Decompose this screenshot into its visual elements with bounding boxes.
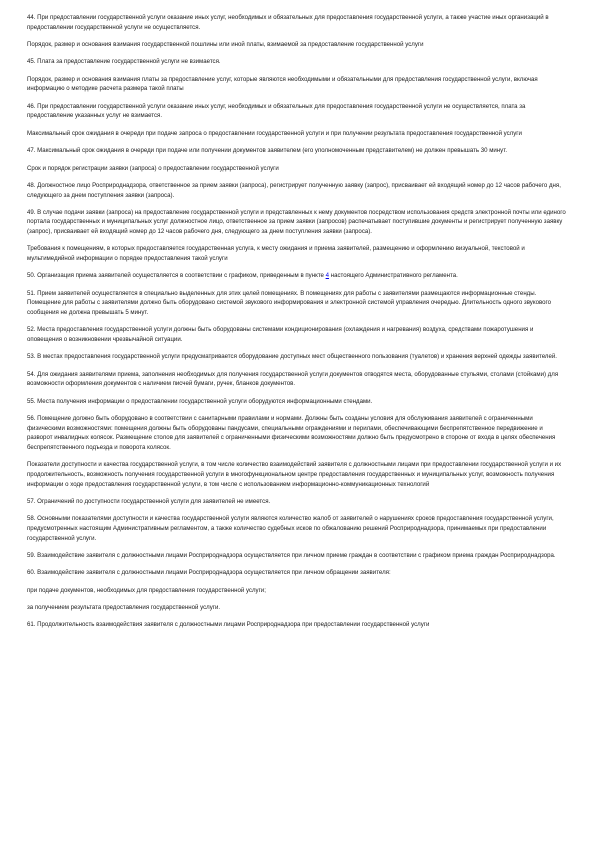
heading-queue-waiting-time: Максимальный срок ожидания в очереди при подаче запроса о предоставлении государственной услуги и при получении результата предоставления государственной услуги (27, 129, 522, 137)
paragraph-55: 55. Места получения информации о предоставлении государственной услуги оборудуются информационными стендами. (27, 397, 373, 405)
paragraph-44: 44. При предоставлении государственной услуги оказание иных услуг, необходимых и обязательных для предоставления государственной услуги, а также участие иных организаций в предоставлении государственной услуги не осуществляется. (27, 14, 549, 31)
paragraph-57: 57. Ограничений по доступности государственной услуги для заявителей не имеется. (27, 497, 271, 505)
paragraph-45: 45. Плата за предоставление государственной услуги не взимается. (27, 58, 221, 66)
paragraph-51: 51. Прием заявителей осуществляется в специально выделенных для этих целей помещениях. В помещениях для работы с заявителями размещаются информационные стенды. Помещение для работы с заявителями должно быть оборудовано системой звукового информирования и электронной системой управления очередью. Длительность одного звукового сообщения не должна превышать 5 минут. (27, 289, 552, 317)
paragraph-46: 46. При предоставлении государственной услуги оказание иных услуг, необходимых и обязательных для предоставления государственной услуги не осуществляется, плата за предоставление указанных услуг не взимается. (27, 102, 526, 120)
paragraph-50-text-after: настоящего Административного регламента. (329, 272, 458, 280)
heading-accessibility-indicators: Показатели доступности и качества государственной услуги, в том числе количество взаимодействий заявителя с должностными лицами при предоставлении государственной услуги и их продолжительность, возможность получения государственной услуги в многофункциональном центре предоставления государственных и муниципальных услуг, возможность получения информации о ходе предоставления государственной услуги, в том числе с использованием информационно-коммуникационных технологий (27, 461, 562, 488)
paragraph-60: 60. Взаимодействие заявителя с должностными лицами Росприроднадзора осуществляется при личном обращении заявителя: (27, 569, 391, 577)
paragraph-50 (27, 271, 568, 281)
paragraph-60-item-result: за получением результата предоставления государственной услуги. (27, 604, 221, 612)
paragraph-61: 61. Продолжительность взаимодействия заявителя с должностными лицами Росприроднадзора при предоставлении государственной услуги (27, 621, 430, 629)
paragraph-50-text-before: 50. Организация приема заявителей осуществляется в соответствии с графиком, приведенным в пункте (27, 272, 326, 280)
paragraph-56: 56. Помещение должно быть оборудовано в соответствии с санитарными правилами и нормами. Должны быть созданы условия для обслуживания заявителей с ограниченными физическими возможностями: помещения должны быть оборудованы пандусами, специальными ограждениями и перилами, обеспечивающими беспрепятственное передвижение и разворот инвалидных колясок. Размещение столов для заявителей с ограниченными физическими возможностями должно быть предусмотрено в стороне от входа в целях обеспечения беспрепятственного подъезда и поворота колясок. (27, 415, 556, 451)
heading-premises-requirements: Требования к помещениям, в которых предоставляется государственная услуга, к месту ожидания и приема заявителей, размещению и оформлению визуальной, текстовой и мультимедийной информации о порядке предоставления такой услуги (27, 245, 525, 263)
paragraph-48: 48. Должностное лицо Росприроднадзора, ответственное за прием заявки (запроса), регистрирует полученную заявку (запрос), присваивает ей входящий номер до 12 часов рабочего дня, следующего за днем поступления заявки (запроса). (27, 181, 561, 199)
paragraph-54: 54. Для ожидания заявителями приема, заполнения необходимых для получения государственной услуги документов отводятся места, оборудованные стульями, столами (стойками) для возможности оформления документов с наличием писчей бумаги, ручек, бланков документов. (27, 370, 559, 388)
heading-registration-procedure: Срок и порядок регистрации заявки (запроса) о предоставлении государственной услуги (27, 164, 279, 172)
paragraph-52: 52. Места предоставления государственной услуги должны быть оборудованы системами кондиционирования (охлаждения и нагревания) воздуха, средствами пожаротушения и оповещения о возникновении чрезвычайной ситуации. (27, 326, 534, 344)
paragraph-53: 53. В местах предоставления государственной услуги предусматривается оборудование доступных мест общественного пользования (туалетов) и хранения верхней одежды заявителей. (27, 353, 557, 361)
paragraph-60-item-submission: при подаче документов, необходимых для предоставления государственной услуги; (27, 586, 266, 594)
document-page (27, 13, 568, 638)
paragraph-58: 58. Основными показателями доступности и качества государственной услуги являются количество жалоб от заявителей о нарушениях сроков предоставления государственной услуги, предусмотренных настоящим Административным регламентом, а также количество судебных исков по обжалованию решений Росприроднадзора, принимаемых при предоставлении государственной услуги. (27, 515, 554, 542)
paragraph-59: 59. Взаимодействие заявителя с должностными лицами Росприроднадзора осуществляется при личном приеме граждан в соответствии с графиком приема граждан Росприроднадзора. (27, 551, 556, 559)
clause-4-link[interactable]: 4 (325, 272, 330, 280)
paragraph-47: 47. Максимальный срок ожидания в очереди при подаче или получении документов заявителем (его уполномоченным представителем) не должен превышать 30 минут. (27, 147, 508, 155)
heading-required-services-fee: Порядок, размер и основания взимания платы за предоставление услуг, которые являются необходимыми и обязательными для предоставления государственной услуги, включая информацию о методике расчета размера такой платы (27, 75, 538, 93)
paragraph-49: 49. В случае подачи заявки (запроса) на предоставление государственной услуги и представленных к нему документов посредством использования средств электронной почты или единого портала государственных и муниципальных услуг должностное лицо, ответственное за прием заявки (запросов) распечатывает поступившие документы и регистрирует полученную заявку (запрос), присваивает ей входящий номер до 12 часов рабочего дня, следующего за днем поступления заявки (запроса). (27, 208, 566, 236)
heading-fee-procedure: Порядок, размер и основания взимания государственной пошлины или иной платы, взимаемой за предоставление государственной услуги (27, 40, 424, 48)
